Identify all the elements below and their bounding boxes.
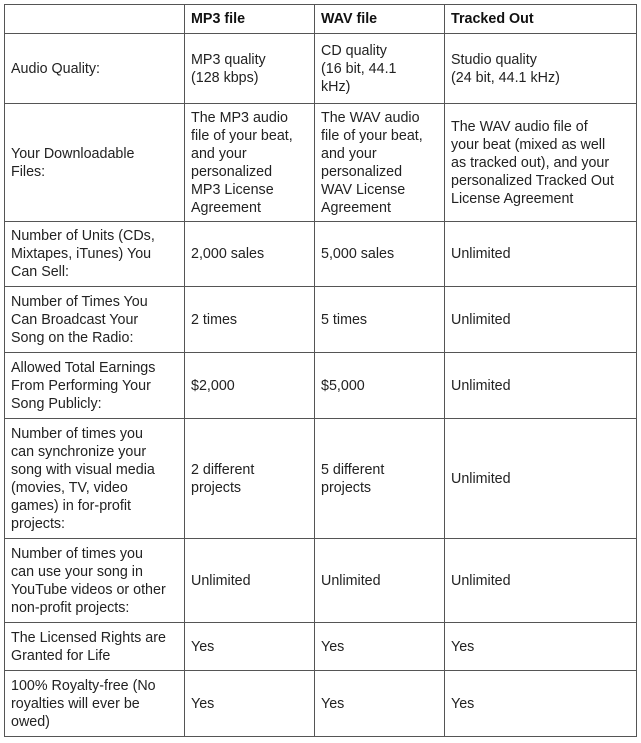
mp3-cell: 2,000 sales xyxy=(185,222,315,287)
row-label: Number of Times You Can Broadcast Your Song on the Radio: xyxy=(5,287,185,353)
row-label: Allowed Total Earnings From Performing Your Song Publicly: xyxy=(5,353,185,419)
row-audio-quality xyxy=(5,34,637,104)
row-label: Number of times you can use your song in YouTube videos or other non-profit projects: xyxy=(5,539,185,623)
wav-cell: Unlimited xyxy=(315,539,445,623)
mp3-cell: Unlimited xyxy=(185,539,315,623)
wav-cell: CD quality (16 bit, 44.1 kHz) xyxy=(315,34,445,104)
license-comparison-table xyxy=(4,4,637,737)
header-wav-file: WAV file xyxy=(315,5,445,34)
tracked-out-cell: The WAV audio file of your beat (mixed as well as tracked out), and your personalized Tracked Out License Agreement xyxy=(445,104,637,222)
mp3-cell: The MP3 audio file of your beat, and your personalized MP3 License Agreement xyxy=(185,104,315,222)
tracked-out-cell: Unlimited xyxy=(445,222,637,287)
row-rights-for-life xyxy=(5,623,637,671)
tracked-out-cell: Yes xyxy=(445,671,637,737)
wav-cell: 5 different projects xyxy=(315,419,445,539)
tracked-out-cell: Unlimited xyxy=(445,287,637,353)
tracked-out-cell: Unlimited xyxy=(445,419,637,539)
mp3-cell: Yes xyxy=(185,671,315,737)
row-label: 100% Royalty-free (No royalties will ever be owed) xyxy=(5,671,185,737)
row-downloadable-files xyxy=(5,104,637,222)
mp3-cell: $2,000 xyxy=(185,353,315,419)
row-label: The Licensed Rights are Granted for Life xyxy=(5,623,185,671)
header-mp3-file: MP3 file xyxy=(185,5,315,34)
wav-cell: Yes xyxy=(315,671,445,737)
row-label: Number of times you can synchronize your song with visual media (movies, TV, video games) in for-profit projects: xyxy=(5,419,185,539)
row-radio-broadcast xyxy=(5,287,637,353)
tracked-out-cell: Unlimited xyxy=(445,539,637,623)
row-visual-sync xyxy=(5,419,637,539)
wav-cell: The WAV audio file of your beat, and your personalized WAV License Agreement xyxy=(315,104,445,222)
row-performance-earnings xyxy=(5,353,637,419)
row-label: Number of Units (CDs, Mixtapes, iTunes) You Can Sell: xyxy=(5,222,185,287)
row-units-sell xyxy=(5,222,637,287)
tracked-out-cell: Studio quality (24 bit, 44.1 kHz) xyxy=(445,34,637,104)
header-tracked-out: Tracked Out xyxy=(445,5,637,34)
wav-cell: $5,000 xyxy=(315,353,445,419)
tracked-out-cell: Unlimited xyxy=(445,353,637,419)
tracked-out-cell: Yes xyxy=(445,623,637,671)
mp3-cell: 2 different projects xyxy=(185,419,315,539)
row-royalty-free xyxy=(5,671,637,737)
mp3-cell: 2 times xyxy=(185,287,315,353)
wav-cell: 5 times xyxy=(315,287,445,353)
row-nonprofit-use xyxy=(5,539,637,623)
row-label: Audio Quality: xyxy=(5,34,185,104)
mp3-cell: MP3 quality (128 kbps) xyxy=(185,34,315,104)
header-corner-cell xyxy=(5,5,185,34)
mp3-cell: Yes xyxy=(185,623,315,671)
wav-cell: Yes xyxy=(315,623,445,671)
row-label: Your Downloadable Files: xyxy=(5,104,185,222)
header-row xyxy=(5,5,637,34)
wav-cell: 5,000 sales xyxy=(315,222,445,287)
